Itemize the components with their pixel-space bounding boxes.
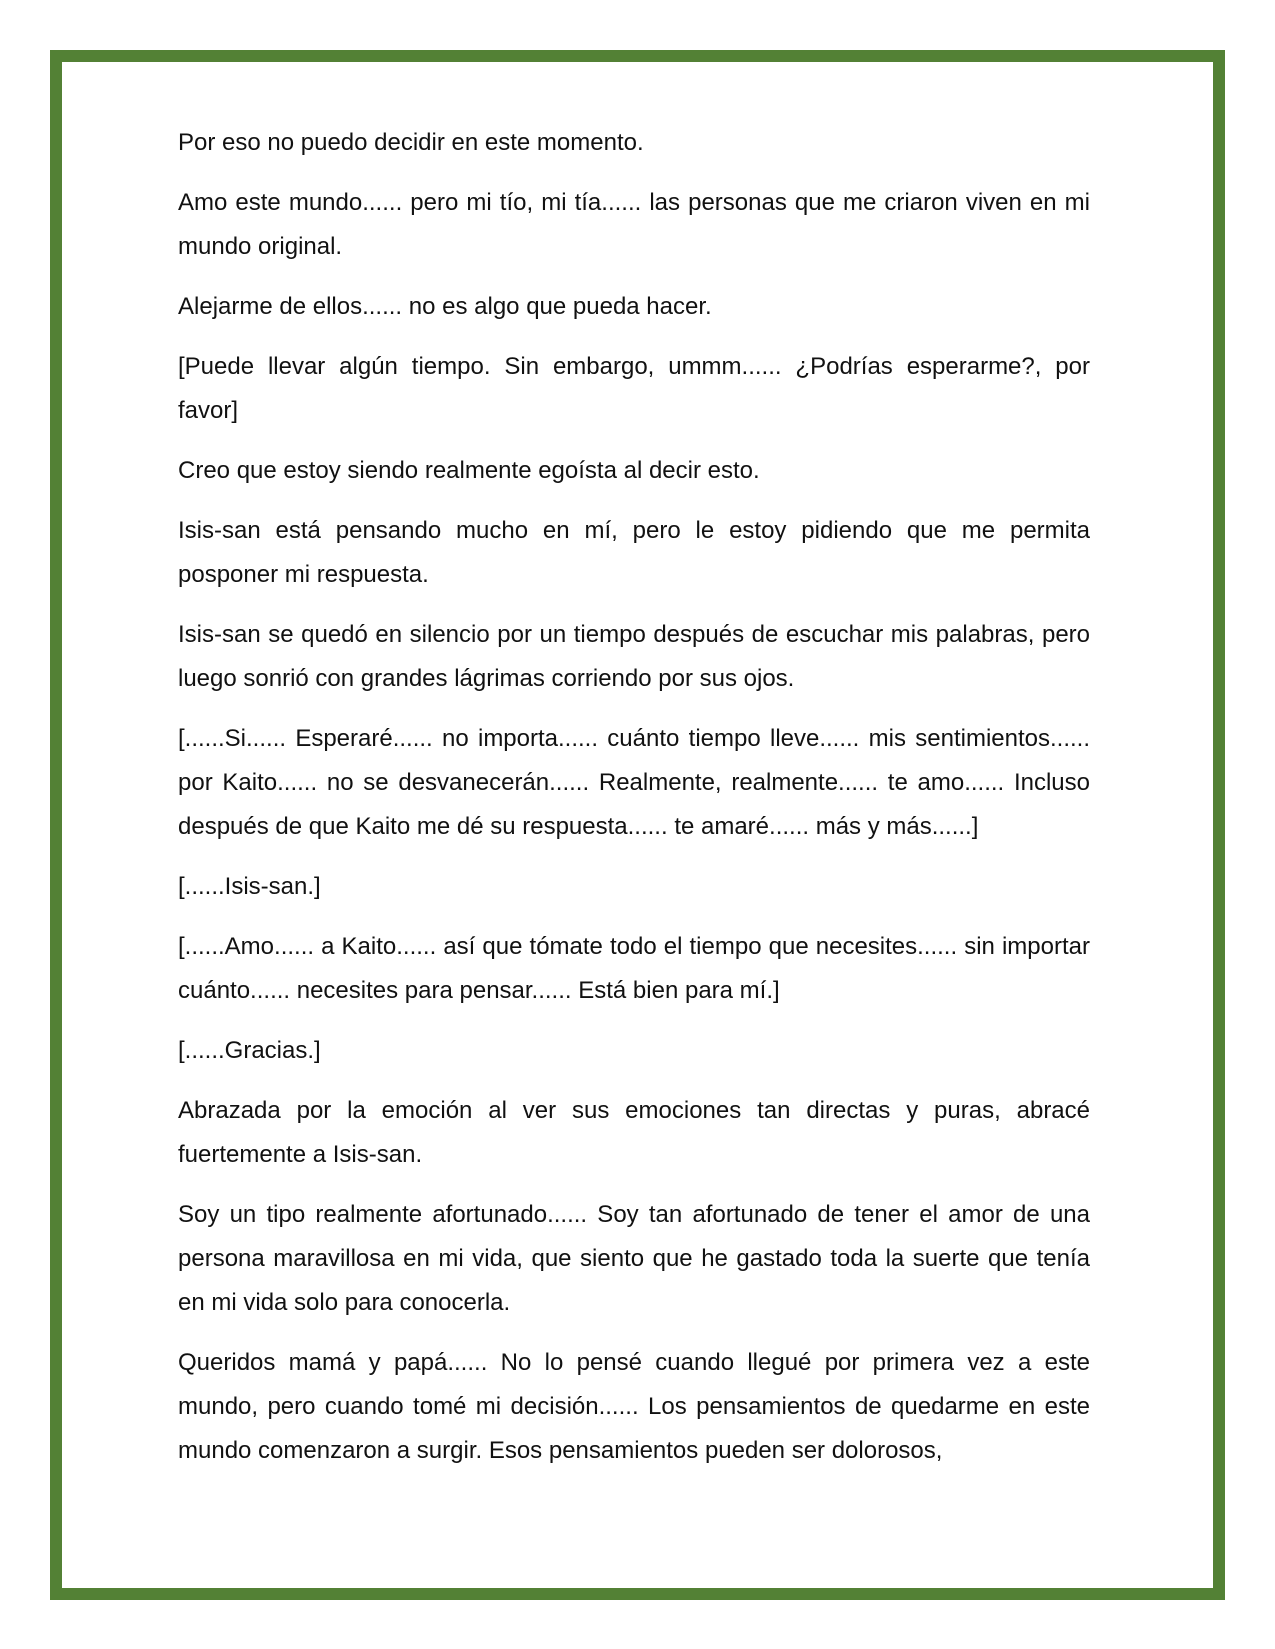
paragraph: Isis-san se quedó en silencio por un tiempo después de escuchar mis palabras, pero luego sonrió con grandes lágrimas corriendo por sus ojos. — [178, 621, 1090, 692]
paragraph: [......Isis-san.] — [178, 873, 321, 900]
paragraph: Alejarme de ellos...... no es algo que pueda hacer. — [178, 293, 712, 320]
paragraph: Soy un tipo realmente afortunado...... Soy tan afortunado de tener el amor de una persona maravillosa en mi vida, que siento que he gastado toda la suerte que tenía en mi vida solo para conocerla. — [178, 1201, 1090, 1316]
paragraph: Amo este mundo...... pero mi tío, mi tía...... las personas que me criaron viven en mi mundo original. — [178, 189, 1090, 260]
paragraph: Abrazada por la emoción al ver sus emociones tan directas y puras, abracé fuertemente a Isis-san. — [178, 1097, 1090, 1168]
document-body — [178, 121, 1090, 1489]
paragraph: [......Amo...... a Kaito...... así que tómate todo el tiempo que necesites...... sin importar cuánto...... necesites para pensar...... Está bien para mí.] — [178, 933, 1090, 1004]
paragraph: Queridos mamá y papá...... No lo pensé cuando llegué por primera vez a este mundo, pero cuando tomé mi decisión...... Los pensamientos de quedarme en este mundo comenzaron a surgir. Esos pensamientos pueden ser dolorosos, — [178, 1349, 1090, 1464]
paragraph: [......Gracias.] — [178, 1037, 321, 1064]
paragraph: Por eso no puedo decidir en este momento. — [178, 129, 644, 156]
paragraph: Isis-san está pensando mucho en mí, pero le estoy pidiendo que me permita posponer mi respuesta. — [178, 517, 1090, 588]
paragraph: Creo que estoy siendo realmente egoísta al decir esto. — [178, 457, 760, 484]
paragraph: [......Si...... Esperaré...... no importa...... cuánto tiempo lleve...... mis sentimientos...... por Kaito...... no se desvanecerán...... Realmente, realmente...... te amo...... Incluso después de que Kaito me dé su respuesta...... te amaré...... más y más......] — [178, 725, 1090, 840]
paragraph: [Puede llevar algún tiempo. Sin embargo, ummm...... ¿Podrías esperarme?, por favor] — [178, 353, 1090, 424]
